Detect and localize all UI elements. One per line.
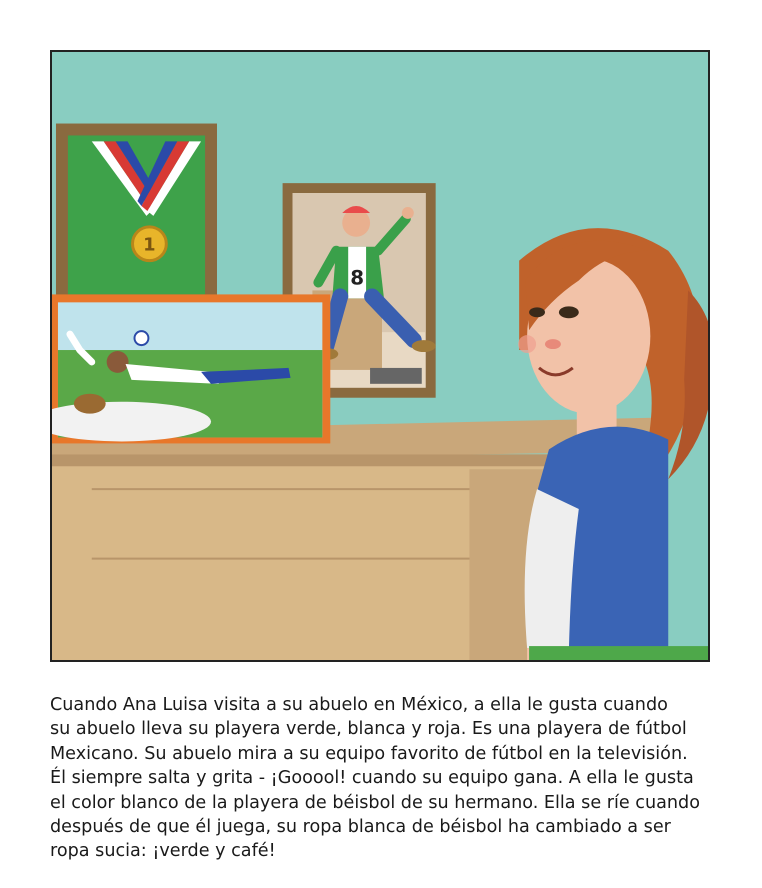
story-text: Cuando Ana Luisa visita a su abuelo en México, a ella le gusta cuando su abuelo lleva su playera verde, blanca y roja. Es una playera de fútbol Mexicano. Su abuelo mira a su equipo favorito de fútbol en la televisión. Él siempre salta y grita - ¡Gooool! cuando su equipo gana. A ella le gusta el color blanco de la playera de béisbol de su hermano. Ella se ríe cuando después de que él juega, su ropa blanca de béisbol ha cambiado a ser ropa sucia: ¡verde y café! (50, 695, 700, 862)
baseball-photo-frame (52, 294, 330, 443)
medal-frame (56, 124, 217, 303)
jersey-number: 8 (350, 266, 365, 290)
medal-number: 1 (143, 234, 156, 256)
illustration (50, 50, 710, 662)
